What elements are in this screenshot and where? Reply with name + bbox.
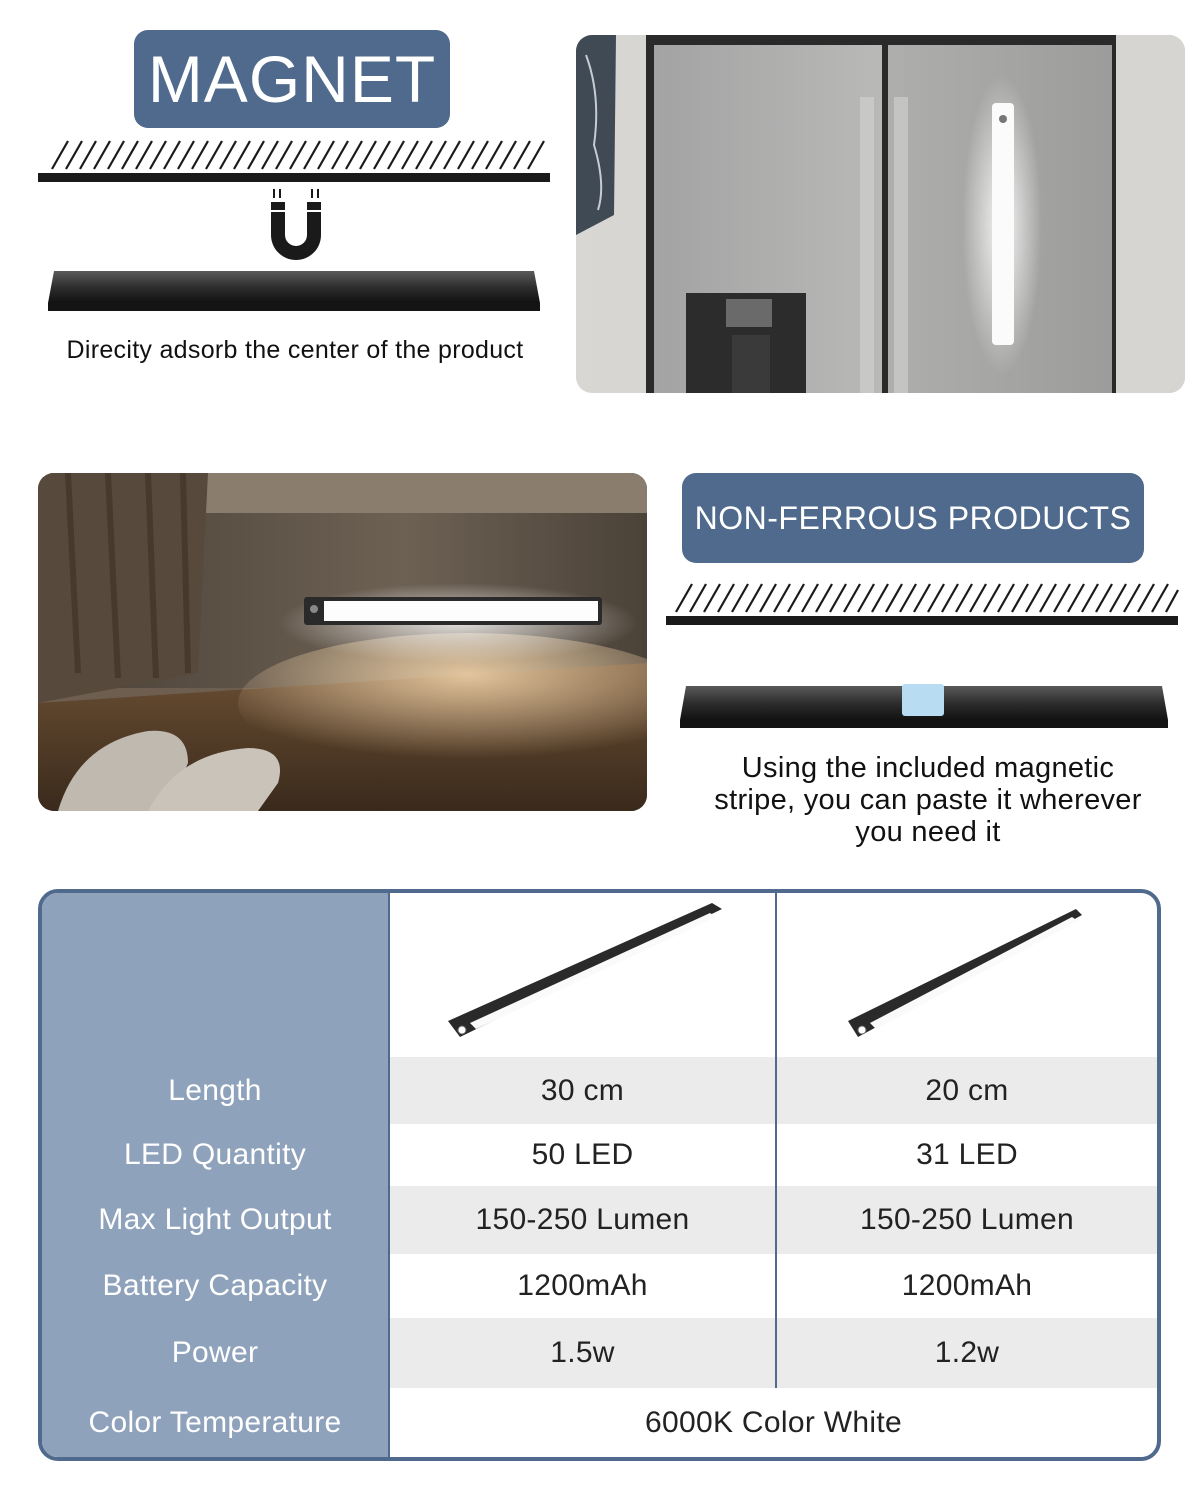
spec-value-20cm: 1200mAh	[901, 1269, 1033, 1302]
spec-row-max-light-output	[42, 1186, 1157, 1254]
light-bar-side-view	[48, 271, 540, 311]
surface-line	[38, 173, 550, 182]
caption-line: stripe, you can paste it wherever	[714, 784, 1142, 816]
spec-value-30cm: 150-250 Lumen	[475, 1203, 690, 1236]
column-divider	[775, 893, 777, 1388]
spec-value-30cm: 50 LED	[531, 1138, 634, 1171]
surface-hatching	[676, 584, 1178, 612]
spec-label: LED Quantity	[123, 1138, 307, 1171]
spec-label: Max Light Output	[98, 1203, 332, 1236]
spec-value-20cm: 150-250 Lumen	[859, 1203, 1075, 1236]
caption-line: you need it	[855, 816, 1001, 848]
magnet-diagram	[38, 135, 552, 335]
spec-row-length	[42, 1057, 1157, 1124]
fridge-photo	[576, 35, 1185, 393]
caption-line: Using the included magnetic	[741, 752, 1115, 784]
spec-value-30cm: 1200mAh	[517, 1269, 648, 1302]
light-bar-20cm-icon	[848, 909, 1082, 1037]
column-divider	[388, 893, 390, 1457]
spec-row-led-quantity	[42, 1124, 1157, 1186]
magnetic-stripe-icon	[902, 684, 944, 716]
bed-photo	[38, 473, 647, 811]
surface-hatching	[52, 141, 544, 169]
spec-label: Battery Capacity	[102, 1269, 328, 1302]
surface-line	[666, 616, 1178, 625]
nonferrous-caption	[670, 752, 1186, 848]
light-bar-30cm-icon	[448, 903, 722, 1037]
spec-label: Power	[171, 1336, 259, 1369]
spec-label: Color Temperature	[88, 1405, 342, 1439]
spec-value-20cm: 1.2w	[934, 1336, 1000, 1369]
spec-table	[38, 889, 1161, 1461]
magnet-icon	[271, 189, 321, 260]
spec-row-power	[42, 1318, 1157, 1388]
magnet-caption: Direcity adsorb the center of the product	[66, 336, 524, 364]
nonferrous-diagram	[666, 580, 1182, 740]
spec-value-30cm: 30 cm	[540, 1073, 625, 1107]
spec-label: Length	[168, 1073, 262, 1107]
spec-value-20cm: 31 LED	[916, 1138, 1018, 1171]
magnet-badge: MAGNET	[134, 30, 450, 128]
nonferrous-badge: NON-FERROUS PRODUCTS	[682, 473, 1144, 563]
spec-value-30cm: 1.5w	[550, 1336, 615, 1369]
spec-row-battery-capacity	[42, 1254, 1157, 1318]
spec-row-color-temperature	[42, 1388, 1157, 1457]
spec-value-20cm: 20 cm	[925, 1073, 1009, 1107]
spec-value-shared: 6000K Color White	[645, 1405, 902, 1439]
